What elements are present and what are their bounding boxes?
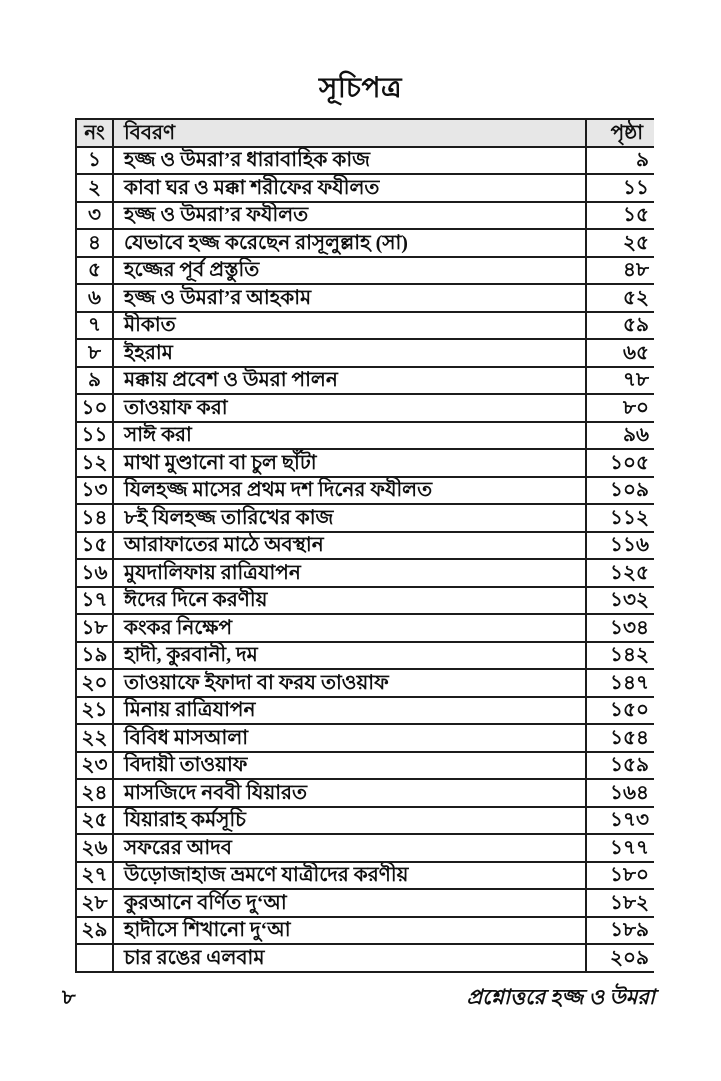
row-description-cell: হজ্জের পূর্ব প্রস্তুতি: [113, 257, 586, 285]
row-page-cell: ১৪২: [586, 642, 654, 670]
table-header-row: [76, 119, 654, 147]
row-number-cell: ২৮: [76, 889, 113, 917]
table-row: [76, 174, 654, 202]
table-row: [76, 504, 654, 532]
row-number-cell: ৫: [76, 257, 113, 285]
row-page-cell: ৫২: [586, 284, 654, 312]
table-row: [76, 312, 654, 340]
row-page-cell: ১৮২: [586, 889, 654, 917]
row-number-cell: ৭: [76, 312, 113, 340]
row-description-cell: আরাফাতের মাঠে অবস্থান: [113, 532, 586, 560]
table-row: [76, 532, 654, 560]
row-page-cell: ১৫৯: [586, 752, 654, 780]
row-number-cell: ২৫: [76, 807, 113, 835]
page-title: সূচিপত্র: [318, 73, 403, 104]
row-page-cell: ১১২: [586, 504, 654, 532]
row-number-cell: ১৬: [76, 559, 113, 587]
table-row: [76, 284, 654, 312]
row-number-cell: ৮: [76, 339, 113, 367]
row-number-cell: ২০: [76, 669, 113, 697]
row-page-cell: ১৫: [586, 202, 654, 230]
table-row: [76, 779, 654, 807]
row-number-cell: ১: [76, 147, 113, 175]
row-page-cell: ১৫৪: [586, 724, 654, 752]
row-page-cell: ২৫: [586, 229, 654, 257]
row-description-cell: হাদী, কুরবানী, দম: [113, 642, 586, 670]
table-row: [76, 697, 654, 725]
row-page-cell: ১০৫: [586, 449, 654, 477]
row-description-cell: যিয়ারাহ কর্মসূচি: [113, 807, 586, 835]
row-description-cell: কংকর নিক্ষেপ: [113, 614, 586, 642]
table-row: [76, 394, 654, 422]
row-description-cell: বিদায়ী তাওয়াফ: [113, 752, 586, 780]
row-page-cell: ৯৬: [586, 422, 654, 450]
table-row: [76, 587, 654, 615]
page-footer: [62, 981, 655, 1016]
toc-table: [75, 118, 654, 973]
table-row: [76, 752, 654, 780]
row-description-cell: কুরআনে বর্ণিত দু‘আ: [113, 889, 586, 917]
row-page-cell: ১৮০: [586, 862, 654, 890]
row-number-cell: ৩: [76, 202, 113, 230]
row-number-cell: ২৬: [76, 834, 113, 862]
footer-page-number: ৮: [62, 985, 76, 1009]
row-description-cell: সফরের আদব: [113, 834, 586, 862]
table-row: [76, 367, 654, 395]
row-page-cell: ৫৯: [586, 312, 654, 340]
column-header-page: পৃষ্ঠা: [586, 119, 654, 147]
row-page-cell: ১৫০: [586, 697, 654, 725]
table-row: [76, 724, 654, 752]
row-number-cell: ৪: [76, 229, 113, 257]
row-number-cell: ২১: [76, 697, 113, 725]
row-description-cell: বিবিধ মাসআলা: [113, 724, 586, 752]
row-description-cell: চার রঙের এলবাম: [113, 944, 586, 972]
row-page-cell: ১৪৭: [586, 669, 654, 697]
row-page-cell: ১৬৪: [586, 779, 654, 807]
row-number-cell: ১১: [76, 422, 113, 450]
table-row: [76, 422, 654, 450]
row-description-cell: যিলহজ্জ মাসের প্রথম দশ দিনের ফযীলত: [113, 477, 586, 505]
row-description-cell: তাওয়াফে ইফাদা বা ফরয তাওয়াফ: [113, 669, 586, 697]
table-row: [76, 229, 654, 257]
row-number-cell: ২৪: [76, 779, 113, 807]
row-number-cell: ৬: [76, 284, 113, 312]
row-description-cell: ঈদের দিনে করণীয়: [113, 587, 586, 615]
column-header-no: নং: [76, 119, 113, 147]
row-page-cell: ১৭৭: [586, 834, 654, 862]
row-page-cell: ১৭৩: [586, 807, 654, 835]
row-description-cell: সাঈ করা: [113, 422, 586, 450]
row-number-cell: ২৩: [76, 752, 113, 780]
row-page-cell: ৮০: [586, 394, 654, 422]
row-number-cell: ১৯: [76, 642, 113, 670]
footer-book-title: প্রশ্নোত্তরে হজ্জ ও উমরা: [466, 985, 655, 1009]
row-number-cell: ৯: [76, 367, 113, 395]
row-description-cell: মিনায় রাত্রিযাপন: [113, 697, 586, 725]
row-description-cell: ইহরাম: [113, 339, 586, 367]
row-description-cell: যেভাবে হজ্জ করেছেন রাসূলুল্লাহ (সা): [113, 229, 586, 257]
row-number-cell: ১৩: [76, 477, 113, 505]
table-row: [76, 614, 654, 642]
row-page-cell: ১০৯: [586, 477, 654, 505]
table-row: [76, 834, 654, 862]
row-number-cell: ২৭: [76, 862, 113, 890]
row-number-cell: ২: [76, 174, 113, 202]
row-description-cell: তাওয়াফ করা: [113, 394, 586, 422]
column-header-description: বিবরণ: [113, 119, 586, 147]
table-row: [76, 147, 654, 175]
table-row: [76, 807, 654, 835]
table-row: [76, 642, 654, 670]
row-description-cell: হজ্জ ও উমরা’র ধারাবাহিক কাজ: [113, 147, 586, 175]
row-number-cell: ২৯: [76, 917, 113, 945]
row-description-cell: ৮ই যিলহজ্জ তারিখের কাজ: [113, 504, 586, 532]
row-description-cell: মুযদালিফায় রাত্রিযাপন: [113, 559, 586, 587]
row-number-cell: ১০: [76, 394, 113, 422]
row-page-cell: ৬৫: [586, 339, 654, 367]
row-description-cell: মক্কায় প্রবেশ ও উমরা পালন: [113, 367, 586, 395]
row-page-cell: ১২৫: [586, 559, 654, 587]
row-number-cell: ১৮: [76, 614, 113, 642]
row-page-cell: ১৩২: [586, 587, 654, 615]
row-description-cell: মাথা মুণ্ডানো বা চুল ছাঁটা: [113, 449, 586, 477]
row-page-cell: ৪৮: [586, 257, 654, 285]
row-number-cell: [76, 944, 113, 972]
table-row: [76, 862, 654, 890]
row-description-cell: হাদীসে শিখানো দু‘আ: [113, 917, 586, 945]
row-description-cell: হজ্জ ও উমরা’র আহকাম: [113, 284, 586, 312]
row-page-cell: ১৮৯: [586, 917, 654, 945]
row-page-cell: ১১৬: [586, 532, 654, 560]
table-row: [76, 559, 654, 587]
row-number-cell: ১৫: [76, 532, 113, 560]
table-row: [76, 449, 654, 477]
row-description-cell: হজ্জ ও উমরা’র ফযীলত: [113, 202, 586, 230]
table-row: [76, 202, 654, 230]
table-row: [76, 944, 654, 972]
row-page-cell: ৭৮: [586, 367, 654, 395]
row-page-cell: ২০৯: [586, 944, 654, 972]
table-row: [76, 917, 654, 945]
row-description-cell: কাবা ঘর ও মক্কা শরীফের ফযীলত: [113, 174, 586, 202]
table-row: [76, 339, 654, 367]
row-description-cell: মাসজিদে নববী যিয়ারত: [113, 779, 586, 807]
row-number-cell: ১৪: [76, 504, 113, 532]
row-page-cell: ১৩৪: [586, 614, 654, 642]
row-page-cell: ৯: [586, 147, 654, 175]
row-number-cell: ১৭: [76, 587, 113, 615]
table-row: [76, 257, 654, 285]
row-description-cell: মীকাত: [113, 312, 586, 340]
row-number-cell: ২২: [76, 724, 113, 752]
table-row: [76, 669, 654, 697]
row-page-cell: ১১: [586, 174, 654, 202]
table-row: [76, 889, 654, 917]
row-description-cell: উড়োজাহাজ ভ্রমণে যাত্রীদের করণীয়: [113, 862, 586, 890]
table-row: [76, 477, 654, 505]
row-number-cell: ১২: [76, 449, 113, 477]
